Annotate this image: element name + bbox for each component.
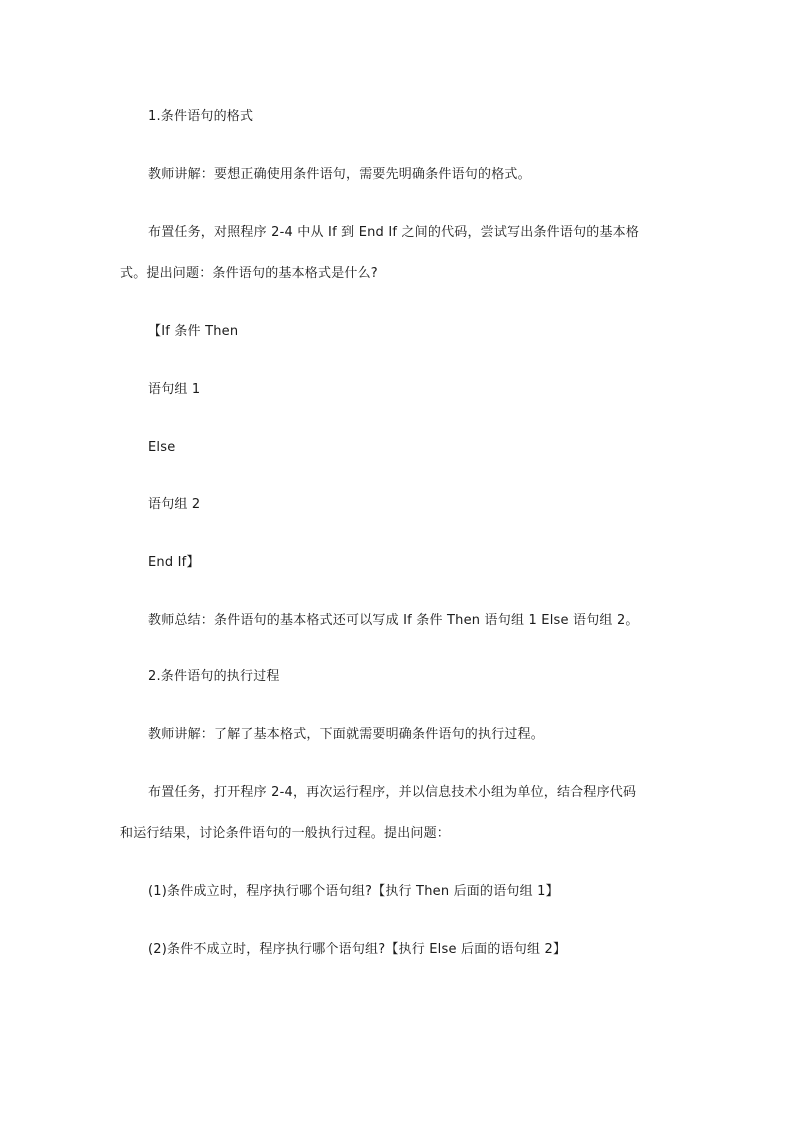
section-heading-2: 2.条件语句的执行过程 [148,669,280,684]
task-2-paragraph-line-2: 和运行结果，讨论条件语句的一般执行过程。提出问题： [120,826,451,841]
task-2-paragraph-line-1: 布置任务，打开程序 2-4，再次运行程序，并以信息技术小组为单位，结合程序代码 [148,785,637,800]
question-1: (1)条件成立时，程序执行哪个语句组?【执行 Then 后面的语句组 1】 [148,884,559,899]
task-1-paragraph-line-2: 式。提出问题：条件语句的基本格式是什么? [120,266,378,281]
teacher-explanation-1: 教师讲解：要想正确使用条件语句，需要先明确条件语句的格式。 [148,167,531,182]
task-1-paragraph-line-1: 布置任务，对照程序 2-4 中从 If 到 End If 之间的代码，尝试写出条件语句的基本格 [148,225,640,240]
code-line-statement-group-1: 语句组 1 [148,382,201,397]
code-line-if-then: 【If 条件 Then [148,324,239,339]
code-line-else: Else [148,440,176,455]
teacher-explanation-2: 教师讲解：了解了基本格式，下面就需要明确条件语句的执行过程。 [148,727,545,742]
section-heading-1: 1.条件语句的格式 [148,109,254,124]
code-line-end-if: End If】 [148,555,200,570]
teacher-summary: 教师总结：条件语句的基本格式还可以写成 If 条件 Then 语句组 1 Else 语句组 2。 [148,613,639,628]
code-line-statement-group-2: 语句组 2 [148,497,201,512]
question-2: (2)条件不成立时，程序执行哪个语句组?【执行 Else 后面的语句组 2】 [148,942,567,957]
